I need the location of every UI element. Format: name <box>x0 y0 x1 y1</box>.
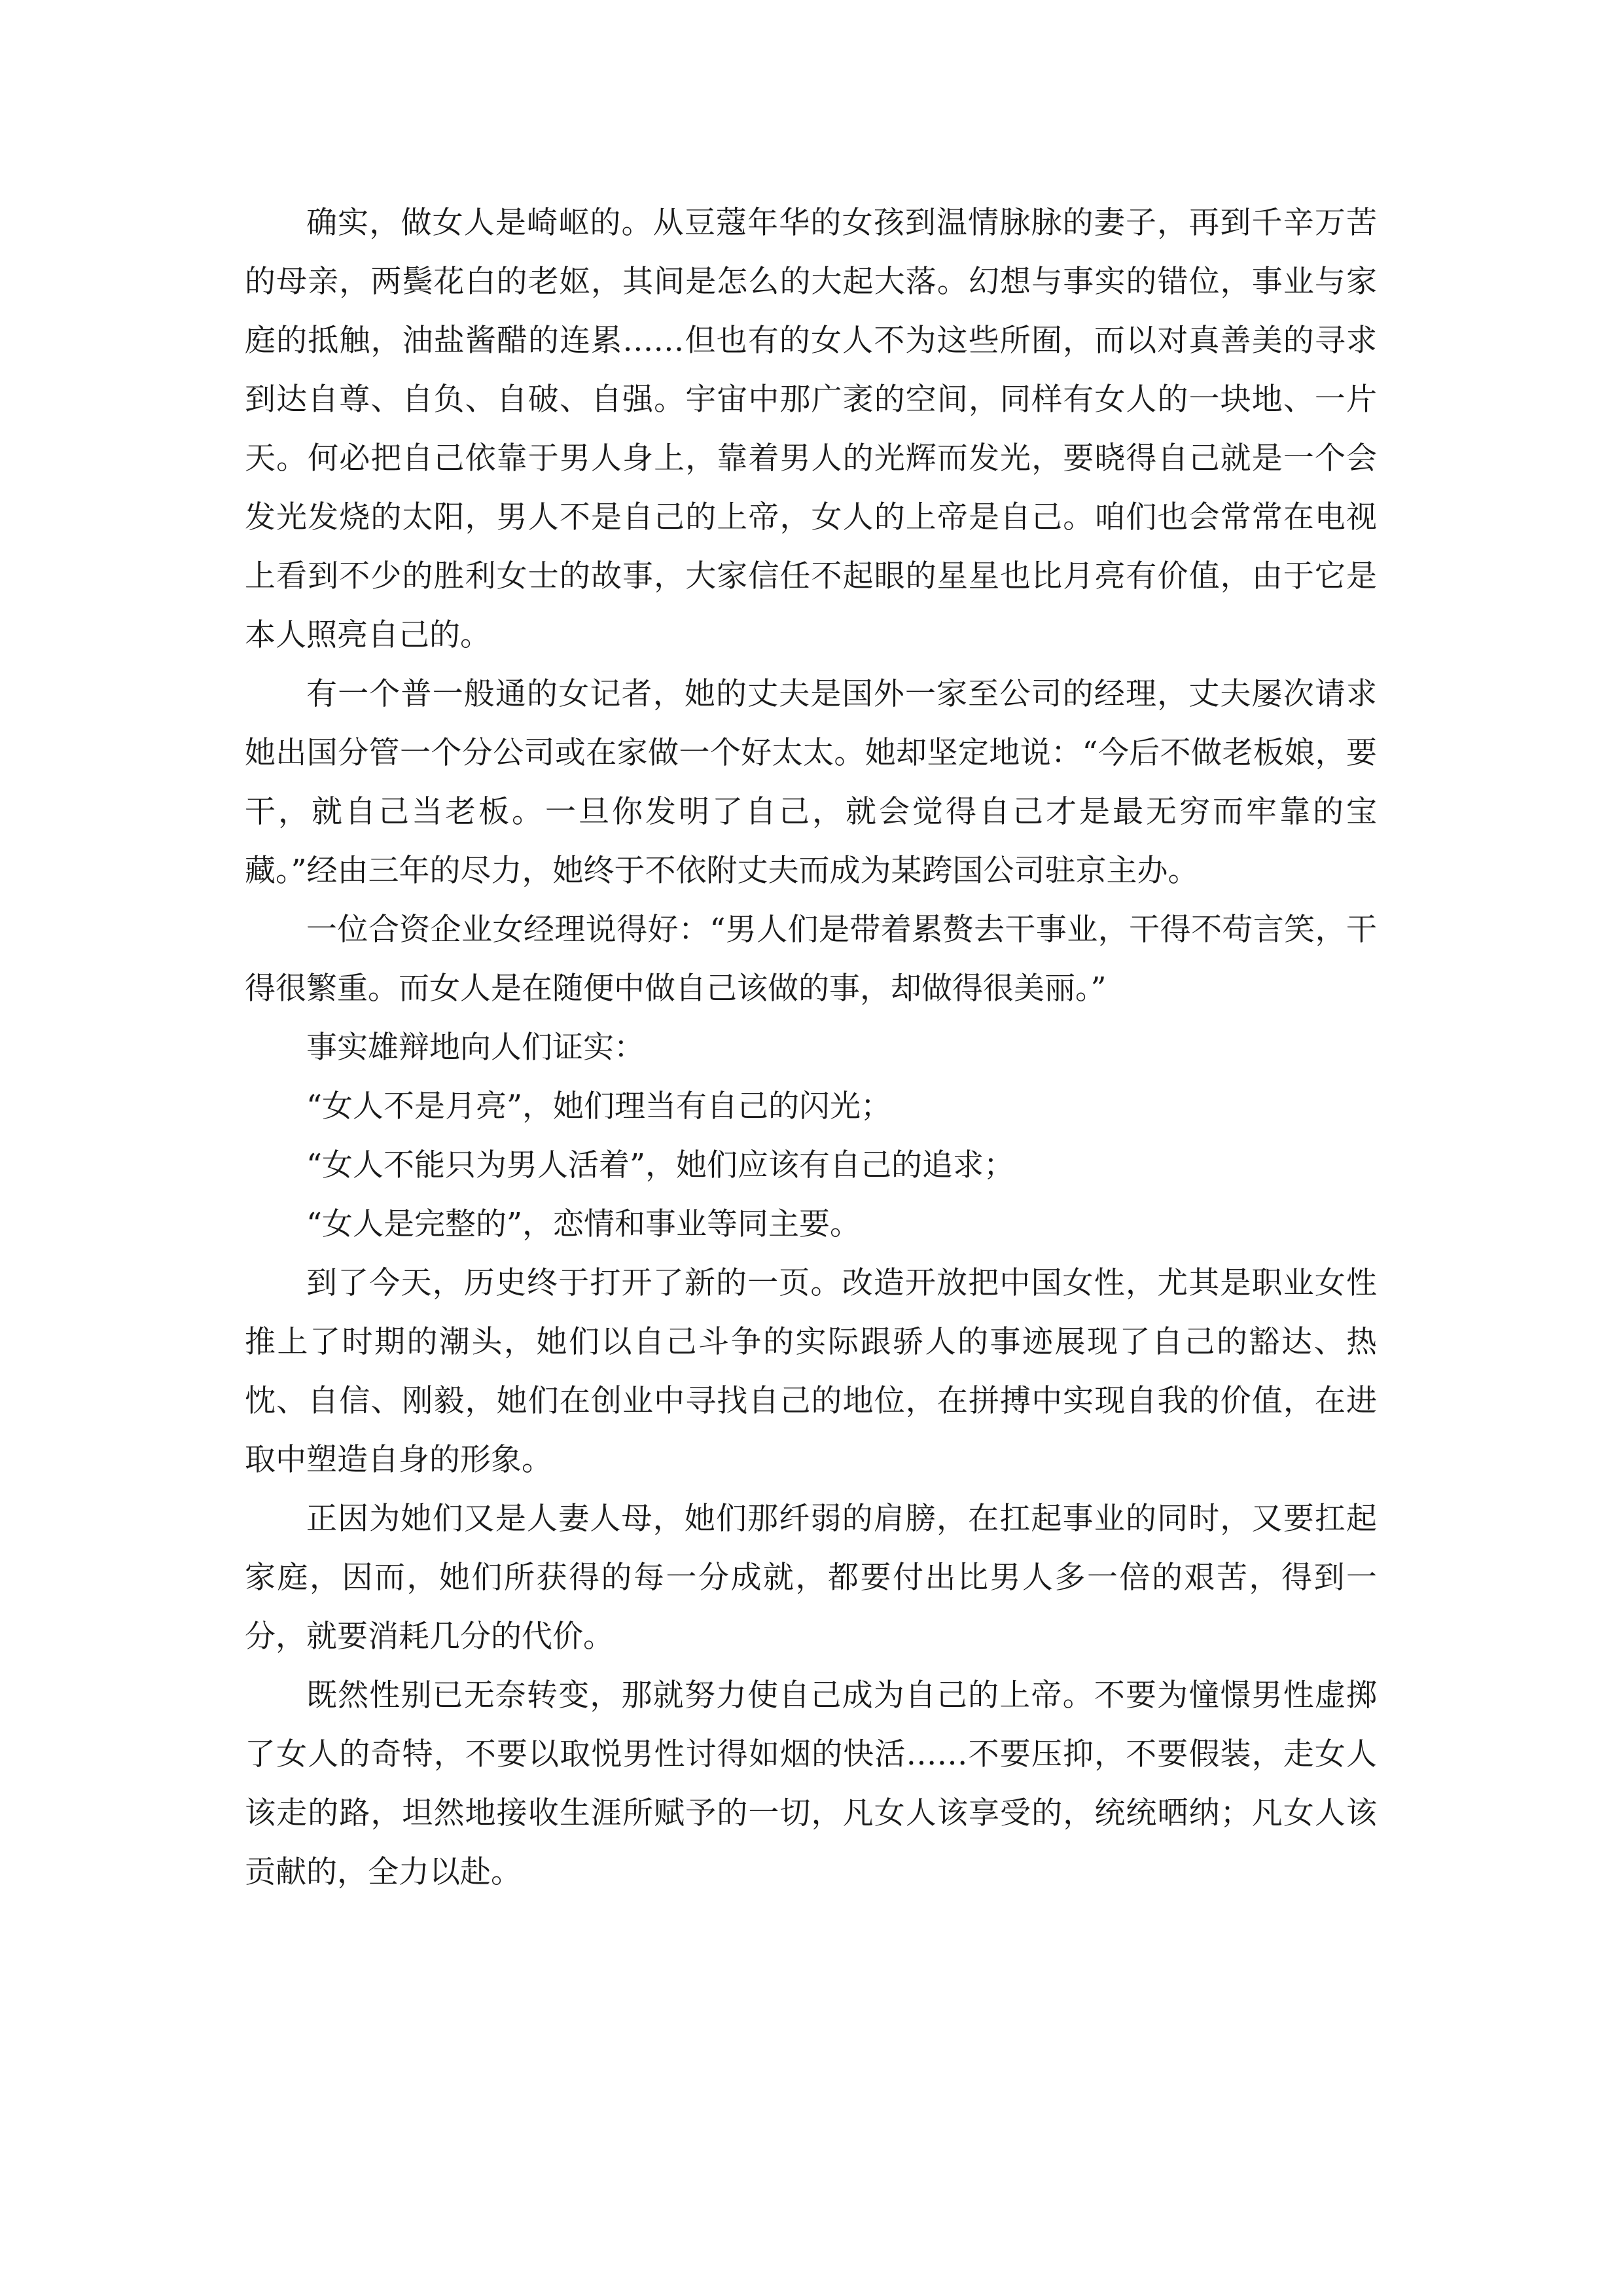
paragraph-1: 确实，做女人是崎岖的。从豆蔻年华的女孩到温情脉脉的妻子，再到千辛万苦的母亲，两鬓花白的老妪，其间是怎么的大起大落。幻想与事实的错位，事业与家庭的抵触，油盐酱醋的连累……但也有的女人不为这些所囿，而以对真善美的寻求到达自尊、自负、自破、自强。宇宙中那广袤的空间，同样有女人的一块地、一片天。何必把自己依靠于男人身上，靠着男人的光辉而发光，要晓得自己就是一个会发光发烧的太阳，男人不是自己的上帝，女人的上帝是自己。咱们也会常常在电视上看到不少的胜利女士的故事，大家信任不起眼的星星也比月亮有价值，由于它是本人照亮自己的。 <box>245 205 1377 653</box>
paragraph-8: 到了今天，历史终于打开了新的一页。改造开放把中国女性，尤其是职业女性推上了时期的潮头，她们以自己斗争的实际跟骄人的事迹展现了自己的豁达、热忱、自信、刚毅，她们在创业中寻找自己的地位，在拼搏中实现自我的价值，在进取中塑造自身的形象。 <box>245 1265 1377 1478</box>
paragraph-7: “女人是完整的”，恋情和事业等同主要。 <box>306 1206 861 1242</box>
paragraph-9: 正因为她们又是人妻人母，她们那纤弱的肩膀，在扛起事业的同时，又要扛起家庭，因而，她们所获得的每一分成就，都要付出比男人多一倍的艰苦，得到一分，就要消耗几分的代价。 <box>245 1501 1377 1655</box>
document-body <box>245 194 1377 1902</box>
paragraph-5: “女人不是月亮”，她们理当有自己的闪光； <box>306 1088 892 1124</box>
paragraph-4: 事实雄辩地向人们证实： <box>306 1030 645 1066</box>
paragraph-6: “女人不能只为男人活着”，她们应该有自己的追求； <box>306 1147 1015 1183</box>
paragraph-2: 有一个普一般通的女记者，她的丈夫是国外一家至公司的经理，丈夫屡次请求她出国分管一个分公司或在家做一个好太太。她却坚定地说：“今后不做老板娘，要干，就自己当老板。一旦你发明了自己，就会觉得自己才是最无穷而牢靠的宝藏。”经由三年的尽力，她终于不依附丈夫而成为某跨国公司驻京主办。 <box>245 676 1377 889</box>
paragraph-10: 既然性别已无奈转变，那就努力使自己成为自己的上帝。不要为憧憬男性虚掷了女人的奇特，不要以取悦男性讨得如烟的快活……不要压抑，不要假装，走女人该走的路，坦然地接收生涯所赋予的一切，凡女人该享受的，统统晒纳；凡女人该贡献的，全力以赴。 <box>245 1677 1377 1890</box>
paragraph-3: 一位合资企业女经理说得好：“男人们是带着累赘去干事业，干得不苟言笑，干得很繁重。而女人是在随便中做自己该做的事，却做得很美丽。” <box>245 912 1377 1007</box>
